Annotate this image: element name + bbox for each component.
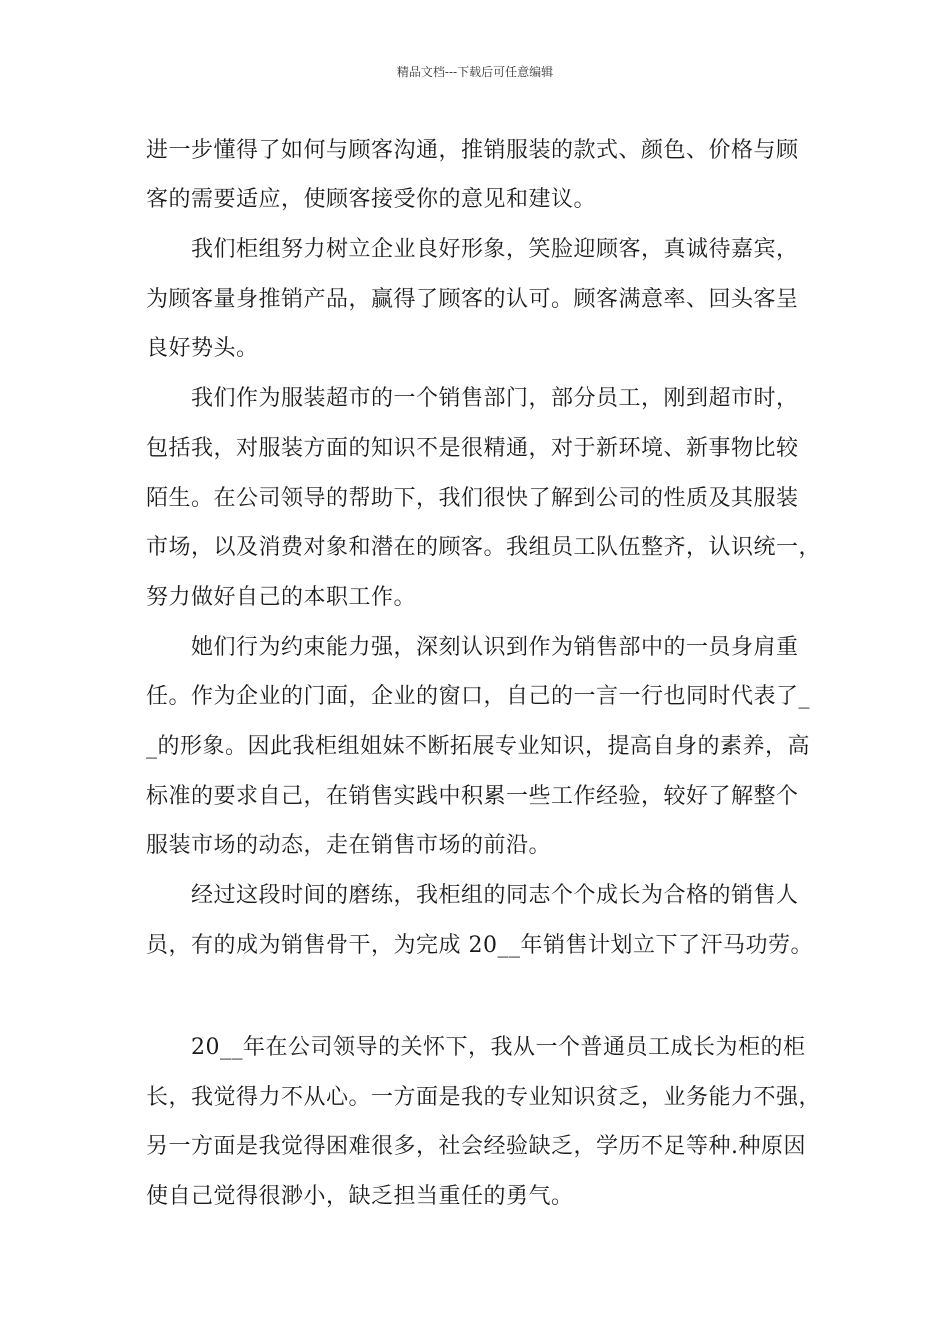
text-line: 任。作为企业的门面，企业的窗口，自己的一言一行也同时代表了_	[146, 684, 811, 709]
text-line: 市场，以及消费对象和潜在的顾客。我组员工队伍整齐，认识统一，	[146, 535, 822, 560]
text-line: 良好势头。	[146, 336, 259, 361]
text-line: 包括我，对服装方面的知识不是很精通，对于新环境、新事物比较	[146, 436, 799, 461]
text-line: 客的需要适应，使顾客接受你的意见和建议。	[146, 187, 597, 212]
paragraph-first-line: 经过这段时间的磨练，我柜组的同志个个成长为合格的销售人	[191, 883, 799, 908]
text-line: 服装市场的动态，走在销售市场的前沿。	[146, 833, 552, 858]
text-line: 使自己觉得很渺小，缺乏担当重任的勇气。	[146, 1184, 574, 1209]
text-line: 为顾客量身推销产品，赢得了顾客的认可。顾客满意率、回头客呈	[146, 287, 799, 312]
text-line: 陌生。在公司领导的帮助下，我们很快了解到公司的性质及其服装	[146, 486, 799, 511]
text-line: 员，有的成为销售骨干，为完成 20__年销售计划立下了汗马功劳。	[146, 933, 813, 958]
text-line: 进一步懂得了如何与顾客沟通，推销服装的款式、颜色、价格与顾	[146, 138, 799, 163]
paragraph-first-line: 我们作为服装超市的一个销售部门，部分员工，刚到超市时，	[191, 386, 799, 411]
text-line: 长，我觉得力不从心。一方面是我的专业知识贫乏，业务能力不强，	[146, 1085, 822, 1110]
page-header: 精品文档---下载后可任意编辑	[396, 65, 554, 79]
paragraph-first-line: 20__年在公司领导的关怀下，我从一个普通员工成长为柜的柜	[191, 1035, 806, 1060]
paragraph-first-line: 她们行为约束能力强，深刻认识到作为销售部中的一员身肩重	[191, 635, 799, 660]
paragraph-first-line: 我们柜组努力树立企业良好形象，笑脸迎顾客，真诚待嘉宾，	[191, 237, 799, 262]
text-line: 标准的要求自己，在销售实践中积累一些工作经验，较好了解整个	[146, 784, 799, 809]
text-line: 另一方面是我觉得困难很多，社会经验缺乏，学历不足等种.种原因	[146, 1134, 806, 1159]
text-line: 努力做好自己的本职工作。	[146, 585, 417, 610]
text-line: _的形象。因此我柜组姐妹不断拓展专业知识，提高自身的素养，高	[146, 734, 811, 759]
